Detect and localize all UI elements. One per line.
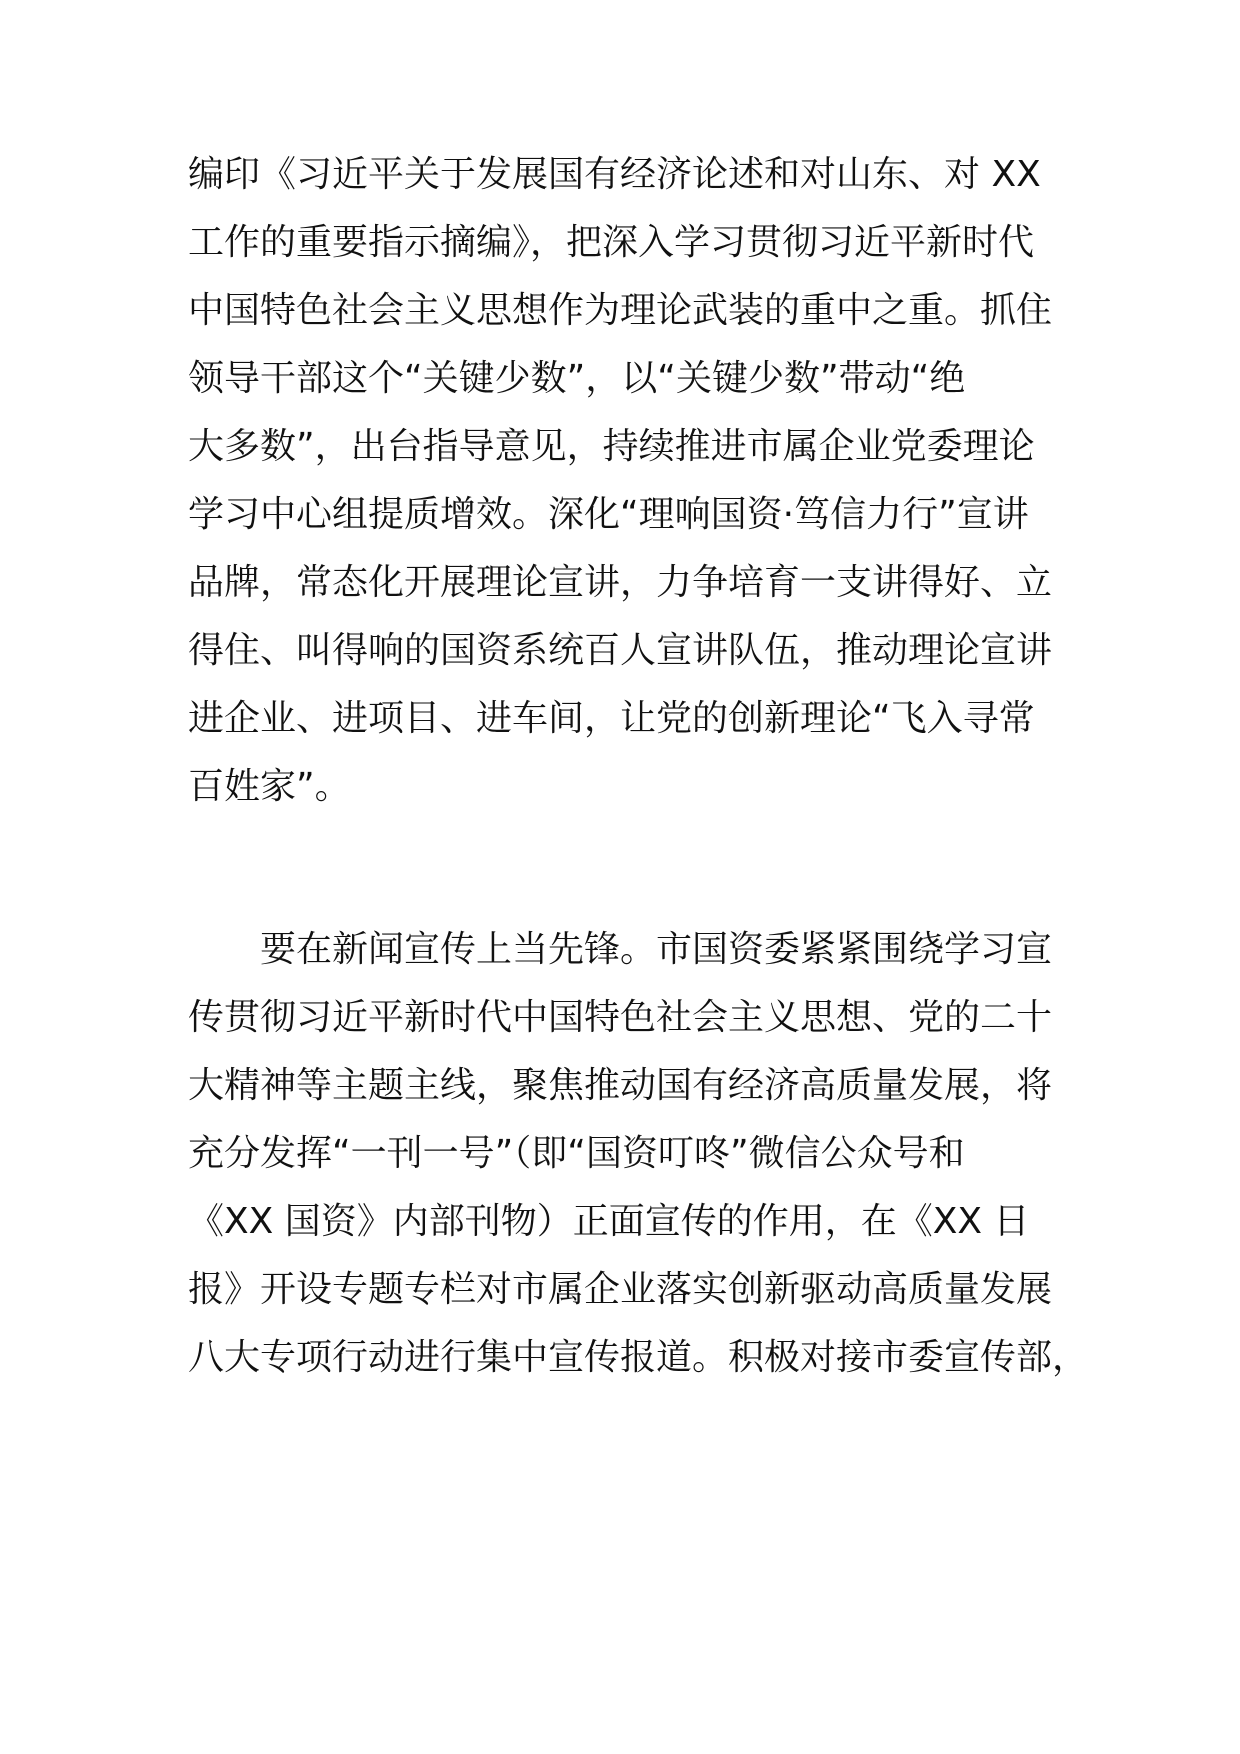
paragraph-2-line-5: 《XX 国资》内部刊物）正面宣传的作用，在《XX 日 (188, 1201, 1030, 1242)
paragraph-1-line-8: 得住、叫得响的国资系统百人宣讲队伍，推动理论宣讲 (188, 630, 1053, 671)
paragraph-2-line-3: 大精神等主题主线，聚焦推动国有经济高质量发展，将 (188, 1065, 1053, 1106)
paragraph-2-line-6: 报》开设专题专栏对市属企业落实创新驱动高质量发展 (188, 1269, 1053, 1310)
paragraph-1-line-7: 品牌，常态化开展理论宣讲，力争培育一支讲得好、立 (188, 562, 1053, 603)
paragraph-1-line-4: 领导干部这个“关键少数”，以“关键少数”带动“绝 (188, 358, 966, 399)
paragraph-1-line-10: 百姓家”。 (188, 766, 351, 807)
paragraph-2-line-1: 要在新闻宣传上当先锋。市国资委紧紧围绕学习宣 (260, 929, 1053, 970)
paragraph-1-line-3: 中国特色社会主义思想作为理论武装的重中之重。抓住 (188, 290, 1053, 331)
paragraph-2-line-7: 八大专项行动进行集中宣传报道。积极对接市委宣传部， (188, 1337, 1089, 1378)
paragraph-1-line-9: 进企业、进项目、进车间，让党的创新理论“飞入寻常 (188, 698, 1035, 739)
paragraph-1-line-1: 编印《习近平关于发展国有经济论述和对山东、对 XX (188, 154, 1041, 195)
paragraph-1-line-2: 工作的重要指示摘编》，把深入学习贯彻习近平新时代 (188, 222, 1035, 263)
paragraph-2-line-2: 传贯彻习近平新时代中国特色社会主义思想、党的二十 (188, 997, 1053, 1038)
paragraph-1-line-6: 学习中心组提质增效。深化“理响国资·笃信力行”宣讲 (188, 494, 1029, 535)
paragraph-2-line-4: 充分发挥“一刊一号”（即“国资叮咚”微信公众号和 (188, 1133, 965, 1174)
paragraph-1-line-5: 大多数”，出台指导意见，持续推进市属企业党委理论 (188, 426, 1035, 467)
